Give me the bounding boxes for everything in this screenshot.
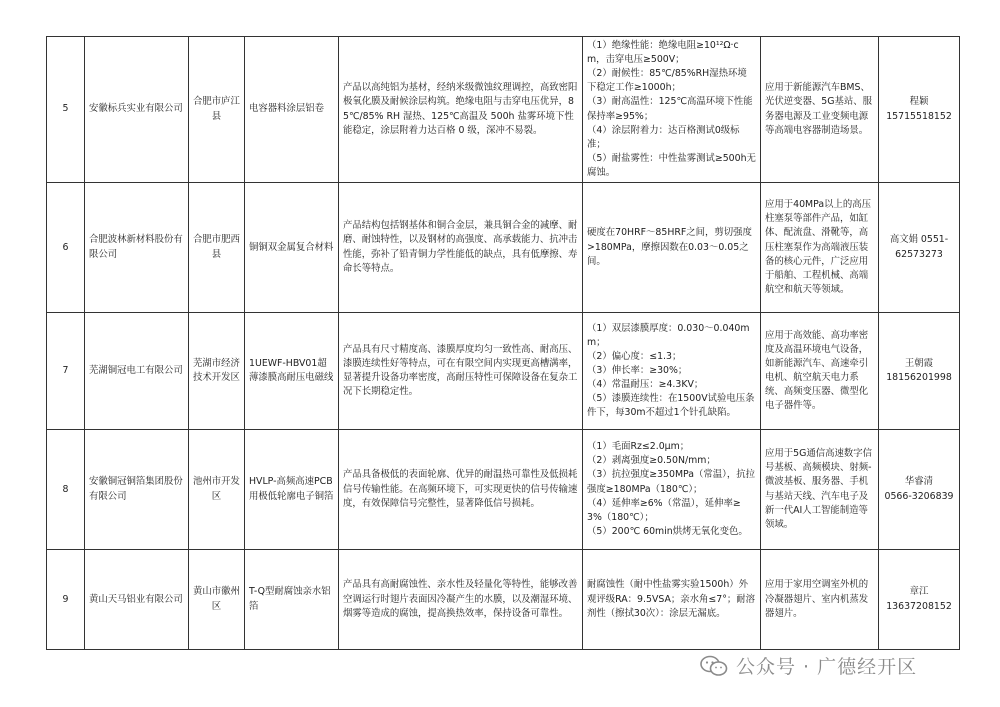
table-row (47, 37, 960, 183)
spec-item: （5）漆膜连续性：在1500V试验电压条件下，每30m不超过1个针孔缺陷。 (587, 393, 755, 419)
application-field: 应用于40MPa以上的高压柱塞泵等部件产品，如缸体、配流盘、滑靴等，高压柱塞泵作为高端液压装备的核心元件，广泛应用于船舶、工程机械、高端航空和航天等领域。 (761, 183, 879, 313)
contact-phone: 0566-3206839 (884, 490, 954, 502)
spec-item: （1）绝缘性能：绝缘电阻≥10¹²Ω·cm，击穿电压≥500V； (587, 40, 739, 66)
spec-item: （2）耐候性：85℃/85%RH湿热环境下稳定工作≥1000h； (587, 68, 747, 94)
product-name: T-Q型耐腐蚀亲水铝箔 (245, 550, 339, 650)
row-number: 7 (47, 313, 85, 430)
application-field: 应用于家用空调室外机的冷凝器翅片、室内机蒸发器翅片。 (761, 550, 879, 650)
product-description: 产品以高纯铝为基材，经纳米级微蚀纹理调控，高致密阳极氧化膜及耐候涂层构筑。绝缘电阻与击穿电压优异，85℃/85% RH 湿热、125℃高温及 500h 盐雾环境下性能稳定，涂层附着力达百格 0 级，深冲不易裂。 (339, 37, 583, 183)
contact-name: 王朝霞 (904, 357, 934, 369)
spec-item: （3）耐高温性：125℃高温环境下性能保持率≥95%； (587, 96, 753, 122)
table-row (47, 313, 960, 430)
table-row (47, 550, 960, 650)
company-location: 池州市开发区 (189, 430, 245, 550)
spec-item: （3）伸长率：≥30%； (587, 365, 688, 377)
spec-item: （4）涂层附着力：达百格测试0级标准； (587, 124, 740, 150)
contact-name: 华睿清 (904, 476, 934, 488)
row-number: 9 (47, 550, 85, 650)
product-name: 铜铜双金属复合材料 (245, 183, 339, 313)
product-name: 电容器料涂层铝卷 (245, 37, 339, 183)
company-name: 芜湖铜冠电工有限公司 (85, 313, 189, 430)
contact-phone: 18156201998 (886, 372, 952, 384)
company-location: 合肥市庐江县 (189, 37, 245, 183)
spec-item: （2）偏心度：≤1.3； (587, 350, 682, 362)
product-description: 产品具有高耐腐蚀性、亲水性及轻量化等特性，能够改善空调运行时翅片表面因冷凝产生的水膜，以及潮湿环境、烟雾等造成的腐蚀，提高换热效率，保持设备可靠性。 (339, 550, 583, 650)
contact-info (879, 313, 960, 430)
company-location: 合肥市肥西县 (189, 183, 245, 313)
contact-phone: 13637208152 (886, 600, 952, 612)
watermark-text: 公众号 · 广德经开区 (736, 656, 918, 678)
spec-item: （1）双层漆膜厚度：0.030～0.040mm； (587, 322, 750, 348)
company-location: 芜湖市经济技术开发区 (189, 313, 245, 430)
company-location: 黄山市徽州区 (189, 550, 245, 650)
product-name: HVLP-高频高速PCB用极低轮廓电子铜箔 (245, 430, 339, 550)
contact-phone: 15715518152 (886, 110, 952, 122)
contact-info (879, 550, 960, 650)
technical-specs (583, 430, 761, 550)
technical-specs (583, 550, 761, 650)
contact-name: 程颖 (909, 96, 929, 108)
table-row (47, 183, 960, 313)
product-description: 产品结构包括钢基体和铜合金层，兼具铜合金的减摩、耐磨、耐蚀特性，以及钢材的高强度、高承载能力、抗冲击性能，弥补了铅青铜力学性能低的缺点，具有低摩擦、寿命长等特点。 (339, 183, 583, 313)
contact-phone: 62573273 (895, 248, 943, 260)
application-field: 应用于高效能、高功率密度及高温环境电气设备，如新能源汽车、高速牵引电机、航空航天电力系统、高频变压器、微型化电子器件等。 (761, 313, 879, 430)
wechat-icon (700, 655, 728, 677)
row-number: 8 (47, 430, 85, 550)
contact-info (879, 37, 960, 183)
spec-item: （2）剥离强度≥0.50N/mm； (587, 455, 716, 467)
spec-item: （3）抗拉强度≥350MPa（常温），抗拉强度≥180MPa（180℃）； (587, 469, 755, 495)
company-name: 合肥波林新材料股份有限公司 (85, 183, 189, 313)
contact-name: 章江 (909, 586, 929, 598)
row-number: 6 (47, 183, 85, 313)
application-field: 应用于5G通信高速数字信号基板、高频模块、射频-微波基板、服务器、手机与基站天线、汽车电子及新一代AI人工智能制造等领域。 (761, 430, 879, 550)
spec-item: （5）耐盐雾性：中性盐雾测试≥500h无腐蚀。 (587, 152, 756, 178)
spec-item: （4）延伸率≥6%（常温），延伸率≥3%（180℃）； (587, 497, 741, 523)
company-name: 安徽铜冠铜箔集团股份有限公司 (85, 430, 189, 550)
product-description: 产品具有尺寸精度高、漆膜厚度均匀一致性高、耐高压、漆膜连续性好等特点，可在有限空间内实现更高槽满率，显著提升设备功率密度，高耐压特性可保障设备在复杂工况下长期稳定性。 (339, 313, 583, 430)
contact-name: 高文娟 0551- (889, 234, 949, 246)
enterprise-product-table (46, 36, 960, 650)
application-field: 应用于新能源汽车BMS、光伏逆变器、5G基站、服务器电源及工业变频电源等高端电容器制造场景。 (761, 37, 879, 183)
technical-specs (583, 37, 761, 183)
table-row (47, 430, 960, 550)
company-name: 黄山天马铝业有限公司 (85, 550, 189, 650)
technical-specs (583, 183, 761, 313)
spec-item: （4）常温耐压：≥4.3KV； (587, 379, 704, 391)
contact-info (879, 183, 960, 313)
contact-info (879, 430, 960, 550)
spec-item: 硬度在70HRF～85HRF之间，剪切强度>180MPa，摩擦因数在0.03～0.05之间。 (587, 227, 752, 267)
product-name: 1UEWF-HBV01超薄漆膜高耐压电磁线 (245, 313, 339, 430)
row-number: 5 (47, 37, 85, 183)
table-body (47, 37, 960, 650)
watermark (700, 652, 917, 679)
company-name: 安徽标兵实业有限公司 (85, 37, 189, 183)
spec-item: 耐腐蚀性（耐中性盐雾实验1500h）外观评级RA：9.5VSA；亲水角≤7°；耐溶剂性（擦拭30次）：涂层无漏底。 (587, 579, 756, 619)
product-description: 产品具备极低的表面轮廓、优异的耐温热可靠性及低损耗信号传输性能。在高频环境下，可实现更快的信号传输速度，有效保障信号完整性，显著降低信号损耗。 (339, 430, 583, 550)
technical-specs (583, 313, 761, 430)
spec-item: （5）200℃ 60min烘烤无氧化变色。 (587, 525, 748, 537)
spec-item: （1）毛面Rz≤2.0μm； (587, 441, 690, 453)
